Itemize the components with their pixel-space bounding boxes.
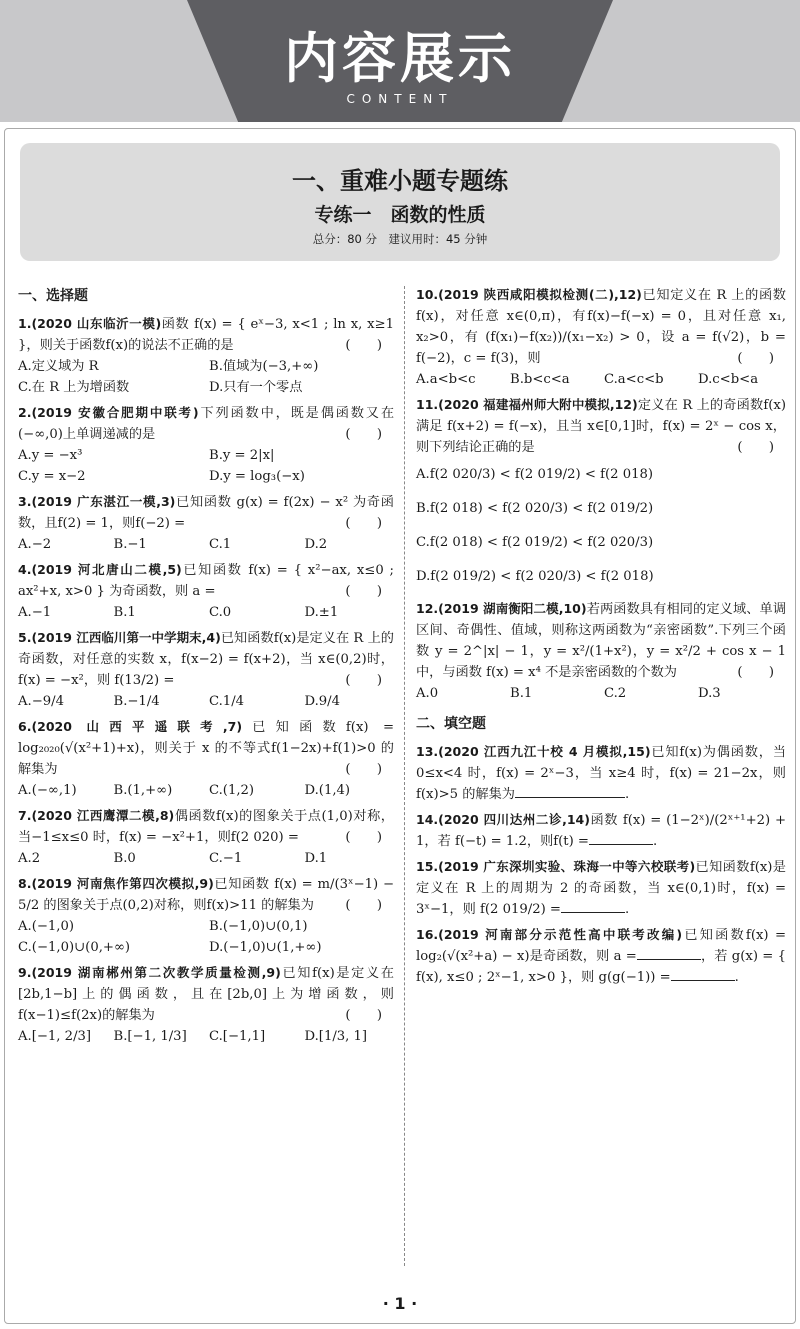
option-c: C.a<c<b: [604, 372, 664, 387]
option-a: A.−9/4: [18, 694, 64, 709]
option-d: D.3: [698, 686, 721, 701]
option-b: B.(−1,0)∪(0,1): [209, 919, 308, 934]
question-source: 10.(2019 陕西咸阳模拟检测(二),12): [416, 287, 642, 302]
question-source: 9.(2019 湖南郴州第二次教学质量检测,9): [18, 965, 281, 980]
question-source: 7.(2020 江西鹰潭二模,8): [18, 808, 175, 823]
option-c: C.(1,2): [209, 783, 255, 798]
practice-header: [20, 143, 780, 261]
answer-paren: ( ): [345, 830, 382, 845]
question-12: [416, 598, 786, 704]
option-d: D.9/4: [304, 694, 341, 709]
option-b: B.f(2 018) < f(2 020/3) < f(2 019/2): [416, 501, 654, 516]
answer-paren: ( ): [737, 440, 774, 455]
question-5: [18, 627, 394, 712]
answer-paren: ( ): [345, 898, 382, 913]
question-source: 11.(2020 福建福州师大附中模拟,12): [416, 397, 638, 412]
option-d: D.f(2 019/2) < f(2 020/3) < f(2 018): [416, 569, 654, 584]
question-stem: 已知函数 f(x) = m/(3ˣ−1) − 5/2 的图象关于点(0,2)对称，则f(x)>11 的解集为: [18, 877, 394, 913]
answer-paren: ( ): [737, 351, 774, 366]
question-stem: 函数 f(x) = { eˣ−3, x<1 ; ln x, x≥1 }，则关于函数f(x)的说法不正确的是: [18, 317, 395, 353]
option-a: A.[−1, 2/3]: [18, 1029, 92, 1044]
question-stem: 已知f(x)为偶函数，当 0≤x<4 时，f(x) = 2ˣ−3，当 x≥4 时，f(x) = 21−2x，则f(x)>5 的解集为: [416, 745, 786, 802]
fill-section-title: 二、填空题: [416, 716, 486, 732]
option-b: B.b<c<a: [510, 372, 570, 387]
section-title: 一、重难小题专题练: [292, 167, 508, 195]
answer-blank[interactable]: [515, 784, 625, 798]
option-b: B.(1,+∞): [113, 783, 173, 798]
option-d: D.(−1,0)∪(1,+∞): [209, 940, 322, 955]
content-banner: [0, 0, 800, 122]
question-6: [18, 716, 394, 801]
option-c: C.2: [604, 686, 627, 701]
question-stem: 已知函数 f(x) = { x²−ax, x≤0 ; ax²+x, x>0 } 为奇函数，则 a =: [18, 563, 394, 599]
option-c: C.在 R 上为增函数: [18, 380, 130, 395]
question-stem: 已知函数f(x) = log₂(√(x²+a) − x)是奇函数，则 a =: [416, 928, 786, 964]
question-stem: 若两函数具有相同的定义域、单调区间、奇偶性、值域，则称这两函数为“亲密函数”.下列三个函数 y = 2^|x| − 1，y = x²/(1+x²)，y = x²/2 + cos x − 1 中，与函数 f(x) = x⁴ 不是亲密函数的个数为: [416, 602, 787, 680]
option-d: D.2: [304, 537, 328, 552]
option-d: D.(1,4): [304, 783, 351, 798]
question-stem: 已知函数 g(x) = f(2x) − x² 为奇函数，且f(2) = 1，则f(−2) =: [18, 495, 394, 531]
question-stem: 已知函数f(x)是定义在 R 上的周期为 2 的奇函数，当 x∈(0,1)时，f(x) = 3ˣ−1，则 f(2 019/2) =: [416, 860, 786, 917]
question-9: [18, 962, 394, 1047]
question-source: 13.(2020 江西九江十校 4 月模拟,15): [416, 744, 651, 759]
option-d: D.[1/3, 1]: [304, 1029, 368, 1044]
option-c: C.−1: [209, 851, 243, 866]
option-b: B.1: [510, 686, 533, 701]
question-13: 13.(2020 江西九江十校 4 月模拟,15)已知f(x)为偶函数，当 0≤x<4 时，f(x) = 2ˣ−3，当 x≥4 时，f(x) = 21−2x，则f(x)>5 的解集为 .: [416, 744, 786, 802]
answer-blank[interactable]: [671, 967, 735, 981]
banner-title: 内容展示: [284, 27, 516, 90]
answer-paren: ( ): [345, 1008, 382, 1023]
question-source: 1.(2020 山东临沂一模): [18, 316, 162, 331]
option-a: A.−1: [18, 605, 52, 620]
question-11: [416, 394, 786, 594]
option-a: A.y = −x³: [18, 448, 83, 463]
question-stem: 函数 f(x) = (1−2ˣ)/(2ˣ⁺¹+2) + 1，若 f(−t) = 1.2，则f(t) =: [416, 813, 786, 849]
option-d: D.±1: [304, 605, 339, 620]
option-c: C.1/4: [209, 694, 245, 709]
option-d: D.只有一个零点: [209, 380, 303, 395]
answer-paren: ( ): [345, 762, 382, 777]
question-source: 16.(2019 河南部分示范性高中联考改编): [416, 927, 683, 942]
question-2: [18, 402, 394, 487]
option-d: D.c<b<a: [698, 372, 759, 387]
question-16: 16.(2019 河南部分示范性高中联考改编)已知函数f(x) = log₂(√(x²+a) − x)是奇函数，则 a = ，若 g(x) = { f(x), x≤0 ; 2ˣ−1, x>0 }，则 g(g(−1)) = .: [416, 927, 786, 985]
answer-blank[interactable]: [637, 946, 701, 960]
answer-paren: ( ): [345, 338, 382, 353]
option-c: C.y = x−2: [18, 469, 86, 484]
option-c: C.f(2 018) < f(2 019/2) < f(2 020/3): [416, 535, 654, 550]
practice-title: 专练一 函数的性质: [314, 204, 486, 226]
answer-paren: ( ): [345, 427, 382, 442]
option-b: B.−1/4: [113, 694, 160, 709]
question-source: 8.(2019 河南焦作第四次模拟,9): [18, 876, 214, 891]
option-a: A.−2: [18, 537, 52, 552]
option-c: C.[−1,1]: [209, 1029, 266, 1044]
option-a: A.f(2 020/3) < f(2 019/2) < f(2 018): [416, 467, 654, 482]
answer-paren: ( ): [345, 584, 382, 599]
question-stem: 已知函数f(x)是定义在 R 上的奇函数，对任意的实数 x，f(x−2) = f(x+2)，当 x∈(0,2)时，f(x) = −x²，则 f(13/2) =: [18, 631, 394, 688]
question-stem-continued: ，若 g(x) = { f(x), x≤0 ; 2ˣ−1, x>0 }，则 g(g(−1)) =: [416, 949, 786, 985]
answer-paren: ( ): [737, 665, 774, 680]
practice-meta: 总分：80 分 建议用时：45 分钟: [312, 232, 488, 246]
question-stem: 偶函数f(x)的图象关于点(1,0)对称，当−1≤x≤0 时，f(x) = −x²+1，则f(2 020) =: [18, 809, 394, 845]
question-stem: 已知定义在 R 上的函数f(x)，对任意 x∈(0,π)，有f(x)−f(−x) = 0，且对任意 x₁, x₂>0，有 (f(x₁)−f(x₂))/(x₁−x₂) > 0，设 a = f(√2)，b = f(−2)，c = f(3)，则: [416, 288, 786, 366]
option-b: B.0: [113, 851, 136, 866]
option-b: B.值域为(−3,+∞): [209, 359, 319, 374]
option-c: C.1: [209, 537, 232, 552]
question-source: 6.(2020 山西平遥联考,7): [18, 719, 243, 734]
option-b: B.[−1, 1/3]: [113, 1029, 187, 1044]
right-column: [416, 284, 786, 992]
option-a: A.定义域为 R: [18, 359, 99, 374]
option-a: A.0: [416, 686, 439, 701]
answer-blank[interactable]: [561, 899, 625, 913]
question-source: 2.(2019 安徽合肥期中联考): [18, 405, 199, 420]
question-4: [18, 559, 394, 623]
option-c: C.0: [209, 605, 232, 620]
option-b: B.−1: [113, 537, 147, 552]
question-7: [18, 805, 394, 869]
question-10: [416, 284, 786, 390]
option-d: D.y = log₃(−x): [209, 469, 305, 484]
option-a: A.(−∞,1): [18, 783, 77, 798]
question-source: 15.(2019 广东深圳实验、珠海一中等六校联考): [416, 859, 696, 874]
question-source: 4.(2019 河北唐山二模,5): [18, 562, 182, 577]
question-source: 12.(2019 湖南衡阳二模,10): [416, 601, 587, 616]
answer-paren: ( ): [345, 516, 382, 531]
question-stem: 下列函数中，既是偶函数又在(−∞,0)上单调递减的是: [18, 406, 395, 442]
option-d: D.1: [304, 851, 328, 866]
question-source: 14.(2020 四川达州二诊,14): [416, 812, 590, 827]
question-stem: 已知f(x)是定义在[2b,1−b]上的偶函数，且在[2b,0]上为增函数，则f(x−1)≤f(2x)的解集为: [18, 966, 394, 1023]
question-1: [18, 313, 394, 398]
choice-section-title: 一、选择题: [18, 288, 88, 304]
question-14: 14.(2020 四川达州二诊,14)函数 f(x) = (1−2ˣ)/(2ˣ⁺¹+2) + 1，若 f(−t) = 1.2，则f(t) = .: [416, 812, 786, 849]
option-b: B.1: [113, 605, 136, 620]
option-a: A.(−1,0): [18, 919, 75, 934]
question-source: 5.(2019 江西临川第一中学期末,4): [18, 630, 221, 645]
page-number: · 1 ·: [382, 1294, 418, 1313]
option-a: A.a<b<c: [416, 372, 476, 387]
answer-paren: ( ): [345, 673, 382, 688]
option-c: C.(−1,0)∪(0,+∞): [18, 940, 131, 955]
answer-blank[interactable]: [589, 831, 653, 845]
question-3: [18, 491, 394, 555]
column-divider: [404, 286, 405, 1266]
question-source: 3.(2019 广东湛江一模,3): [18, 494, 176, 509]
question-15: 15.(2019 广东深圳实验、珠海一中等六校联考)已知函数f(x)是定义在 R 上的周期为 2 的奇函数，当 x∈(0,1)时，f(x) = 3ˣ−1，则 f(2 019/2) = .: [416, 859, 786, 917]
question-stem: 已知函数f(x) = log₂₀₂₀(√(x²+1)+x)，则关于 x 的不等式f(1−2x)+f(1)>0 的解集为: [18, 720, 394, 777]
option-b: B.y = 2|x|: [209, 448, 275, 463]
left-column: [18, 284, 394, 1051]
banner-subtitle: CONTENT: [346, 92, 454, 106]
question-8: [18, 873, 394, 958]
question-stem: 定义在 R 上的奇函数f(x)满足 f(x+2) = f(−x)，且当 x∈[0,1]时，f(x) = 2ˣ − cos x，则下列结论正确的是: [416, 398, 786, 455]
option-a: A.2: [18, 851, 41, 866]
